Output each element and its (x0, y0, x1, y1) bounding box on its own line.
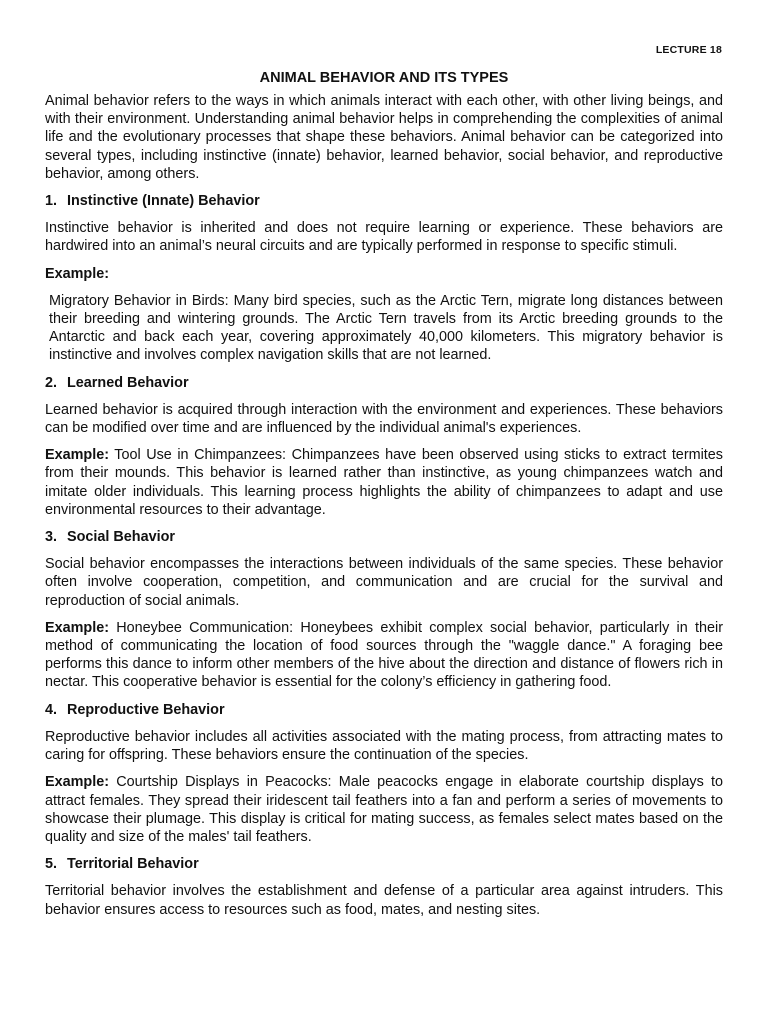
page-title: ANIMAL BEHAVIOR AND ITS TYPES (259, 70, 509, 86)
example-text-learned: Tool Use in Chimpanzees: Chimpanzees have been observed using sticks to extract termites from their mounds. This behavior is learned rather than instinctive, as young chimpanzees watch and imitate older individuals. This learning process highlights the ability of chimpanzees to adapt and use environmental resources to their advantage. (45, 447, 723, 518)
section-number: 5. (45, 856, 58, 873)
section-body-social: Social behavior encompasses the interactions between individuals of the same species. These behavior often involve cooperation, competition, and communication and are crucial for the survival and reproduction of social animals. (45, 556, 723, 609)
section-heading-learned (45, 374, 723, 392)
example-paragraph-learned (45, 446, 723, 519)
section-number: 4. (45, 701, 58, 718)
section-body-instinctive: Instinctive behavior is inherited and does not require learning or experience. These behaviors are hardwired into an animal’s neural circuits and are typically performed in response to specific stimuli. (45, 220, 723, 255)
section-heading-reproductive (45, 701, 723, 719)
example-label: Example: (45, 447, 109, 464)
section-title: Social Behavior (67, 529, 175, 546)
section-heading-instinctive (45, 192, 723, 210)
example-label: Example: (45, 774, 109, 791)
intro-paragraph: Animal behavior refers to the ways in which animals interact with each other, with other living beings, and with their environment. Understanding animal behavior helps in comprehending the complexities of animal life and the evolutionary processes that shape these behaviors. Animal behavior can be categorized into several types, including instinctive (innate) behavior, learned behavior, social behavior, and reproductive behavior, among others. (45, 93, 723, 182)
example-text-instinctive: Migratory Behavior in Birds: Many bird species, such as the Arctic Tern, migrate long distances between their breeding and wintering grounds. The Arctic Tern travels from its Arctic breeding grounds to the Antarctic and back each year, covering approximately 40,000 kilometers. This migratory behavior is instinctive and involves complex navigation skills that are not learned. (49, 292, 723, 364)
example-paragraph-reproductive (45, 773, 723, 846)
section-heading-social (45, 528, 723, 546)
example-label: Example: (45, 265, 109, 282)
section-number: 2. (45, 374, 58, 391)
example-paragraph-social (45, 619, 723, 692)
section-body-learned: Learned behavior is acquired through interaction with the environment and experiences. These behaviors can be modified over time and are influenced by the individual animal's experiences. (45, 401, 723, 437)
section-title: Instinctive (Innate) Behavior (67, 193, 260, 210)
example-text-social: Honeybee Communication: Honeybees exhibit complex social behavior, particularly in their method of communicating the location of food sources through the "waggle dance." A foraging bee performs this dance to inform other members of the hive about the direction and distance of flowers rich in nectar. This cooperative behavior is essential for the colony’s efficiency in gathering food. (45, 619, 723, 691)
section-body-reproductive: Reproductive behavior includes all activities associated with the mating process, from attracting mates to caring for offspring. These behaviors ensure the continuation of the species. (45, 728, 723, 764)
section-body-territorial: Territorial behavior involves the establishment and defense of a particular area against intruders. This behavior ensures access to resources such as food, mates, and nesting sites. (45, 883, 723, 918)
section-heading-territorial (45, 855, 723, 873)
section-title: Reproductive Behavior (67, 701, 225, 718)
example-label: Example: (45, 619, 109, 636)
section-title: Territorial Behavior (67, 856, 199, 873)
section-number: 3. (45, 529, 58, 546)
section-number: 1. (45, 193, 58, 210)
section-title: Learned Behavior (67, 374, 189, 391)
lecture-number: LECTURE 18 (655, 44, 722, 56)
example-text-reproductive: Courtship Displays in Peacocks: Male peacocks engage in elaborate courtship displays to attract females. They spread their iridescent tail feathers into a fan and perform a series of movements to showcase their plumage. This display is critical for mating success, as females select mates based on the quality and size of the males' tail feathers. (45, 774, 724, 845)
